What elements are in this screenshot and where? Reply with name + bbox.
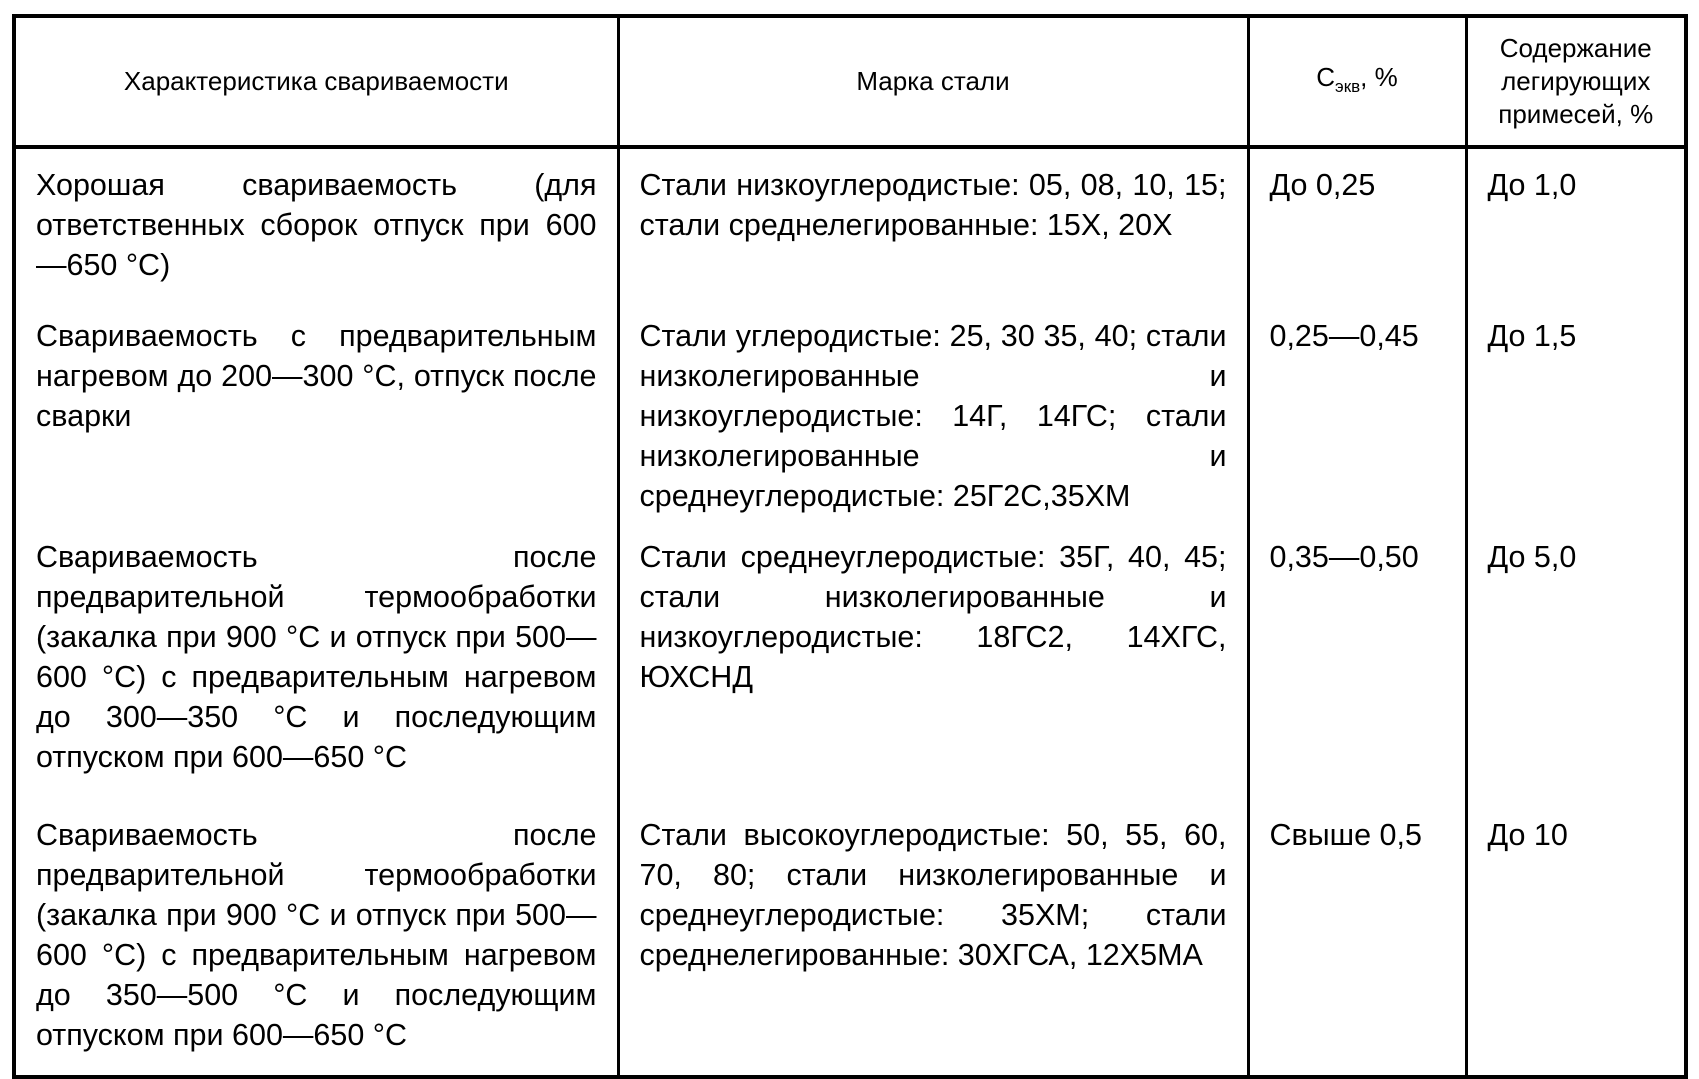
cell-carbon-equivalent <box>1248 521 1466 799</box>
cell-weldability <box>14 521 618 799</box>
header-carbon-equivalent-main: С <box>1316 61 1336 92</box>
cell-alloy-content <box>1466 521 1686 799</box>
cell-carbon-equivalent <box>1248 300 1466 521</box>
cell-weldability <box>14 799 618 1077</box>
table-row <box>14 799 1686 1077</box>
header-weldability <box>14 16 618 147</box>
cell-alloy-content-text: До 1,5 <box>1487 319 1577 353</box>
table-row <box>14 147 1686 300</box>
header-alloy-content <box>1466 16 1686 147</box>
cell-carbon-equivalent <box>1248 799 1466 1077</box>
weldability-table-container <box>12 14 1684 1052</box>
cell-steel-grade-text: Стали низкоуглеродистые: 05, 08, 10, 15; стали среднелегированные: 15Х, 20Х <box>639 168 1227 242</box>
cell-carbon-equivalent-text: До 0,25 <box>1269 168 1376 202</box>
table-row <box>14 521 1686 799</box>
header-alloy-content-label: Содержание легирующих примесей, % <box>1498 33 1654 129</box>
header-steel-grade <box>618 16 1248 147</box>
cell-carbon-equivalent-text: Свыше 0,5 <box>1269 818 1422 852</box>
cell-alloy-content-text: До 10 <box>1487 818 1568 852</box>
cell-alloy-content-text: До 5,0 <box>1487 540 1577 574</box>
cell-weldability <box>14 300 618 521</box>
header-row <box>14 16 1686 147</box>
header-steel-grade-label: Марка стали <box>856 66 1010 96</box>
header-carbon-equivalent-unit: , % <box>1360 61 1398 92</box>
cell-steel-grade-text: Стали среднеуглеродистые: 35Г, 40, 45; стали низколегированные и низкоуглеродистые: 18ГС2, 14ХГС, ЮХСНД <box>639 540 1227 694</box>
cell-weldability-text: Свариваемость с предварительным нагревом до 200—300 °С, отпуск после сварки <box>36 319 597 433</box>
cell-steel-grade <box>618 799 1248 1077</box>
cell-alloy-content <box>1466 799 1686 1077</box>
cell-alloy-content-text: До 1,0 <box>1487 168 1577 202</box>
cell-weldability-text: Свариваемость после предварительной термообработки (закалка при 900 °С и отпуск при 500—600 °С) с предварительным нагревом до 300—350 °С и последующим отпуском при 600—650 °С <box>36 540 597 774</box>
cell-steel-grade <box>618 300 1248 521</box>
cell-steel-grade <box>618 521 1248 799</box>
cell-alloy-content <box>1466 300 1686 521</box>
weldability-table <box>12 14 1688 1079</box>
cell-alloy-content <box>1466 147 1686 300</box>
cell-weldability-text: Хорошая свариваемость (для ответственных сборок отпуск при 600—650 °С) <box>36 168 597 282</box>
cell-carbon-equivalent-text: 0,35—0,50 <box>1269 540 1419 574</box>
table-body <box>14 147 1686 1077</box>
header-carbon-equivalent <box>1248 16 1466 147</box>
table-header <box>14 16 1686 147</box>
table-row <box>14 300 1686 521</box>
cell-weldability <box>14 147 618 300</box>
cell-weldability-text: Свариваемость после предварительной термообработки (закалка при 900 °С и отпуск при 500—600 °С) с предварительным нагревом до 350—500 °С и последующим отпуском при 600—650 °С <box>36 818 597 1052</box>
cell-steel-grade-text: Стали высокоуглеродистые: 50, 55, 60, 70, 80; стали низколегированные и среднеуглеродистые: 35ХМ; стали среднелегированные: 30ХГСА, 12Х5МА <box>639 818 1227 972</box>
cell-carbon-equivalent <box>1248 147 1466 300</box>
header-weldability-label: Характеристика свариваемости <box>123 66 509 96</box>
header-carbon-equivalent-subscript: экв <box>1335 76 1361 96</box>
cell-steel-grade <box>618 147 1248 300</box>
cell-steel-grade-text: Стали углеродистые: 25, 30 35, 40; стали низколегированные и низкоуглеродистые: 14Г, 14ГС; стали низколегированные и среднеуглеродистые: 25Г2С,35ХМ <box>639 319 1227 513</box>
cell-carbon-equivalent-text: 0,25—0,45 <box>1269 319 1419 353</box>
